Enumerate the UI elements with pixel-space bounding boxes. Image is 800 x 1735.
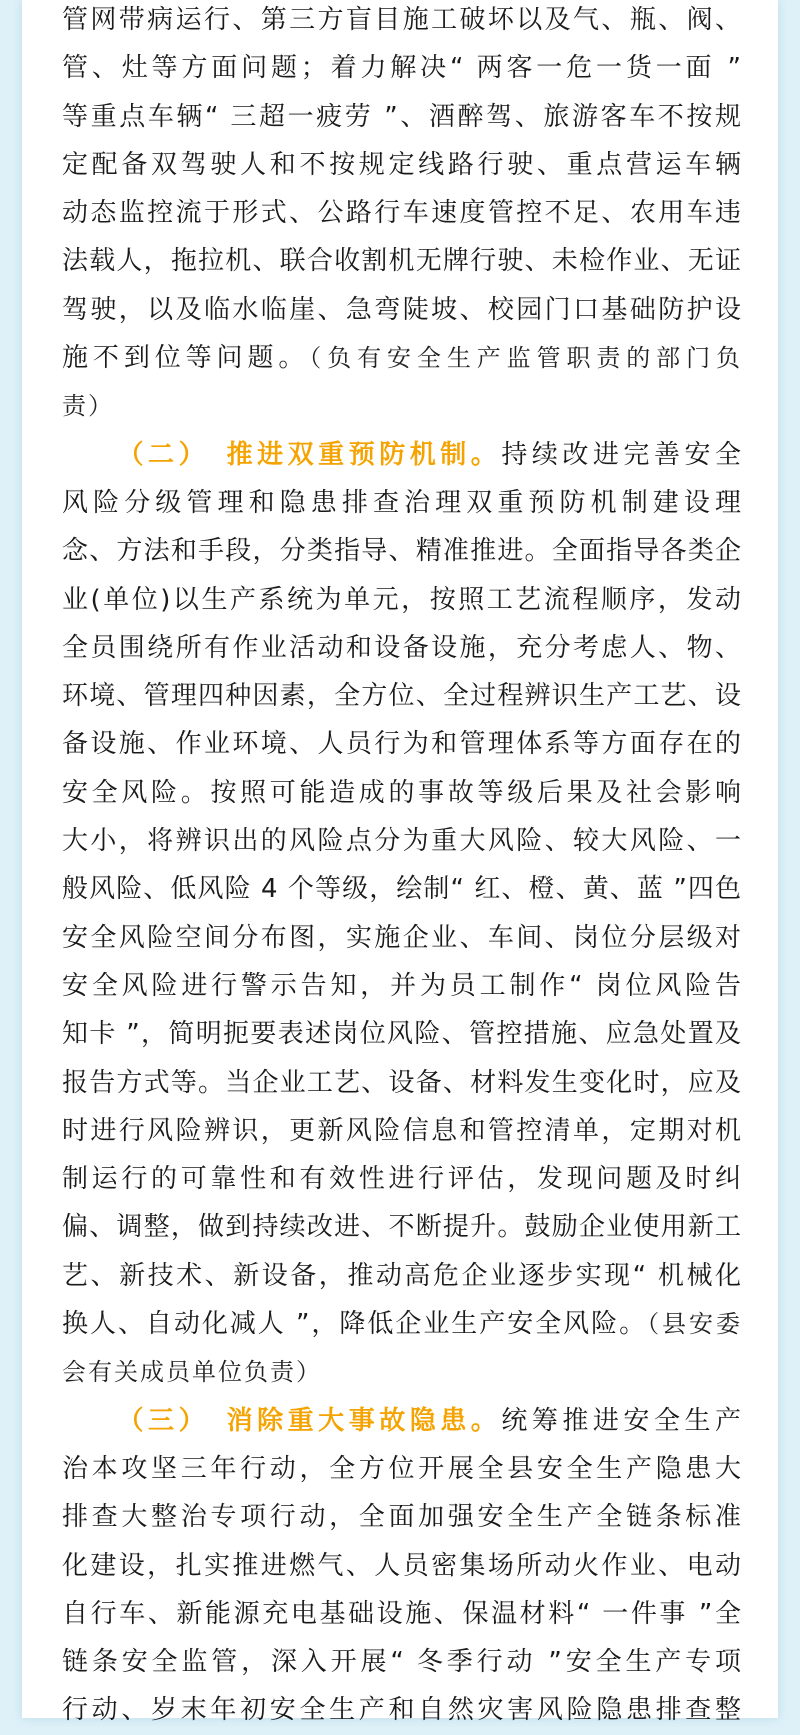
paragraph-line: 备设施、作业环境、人员行为和管理体系等方面存在的 (62, 729, 742, 760)
paragraph-line: 排查大整治专项行动，全面加强安全生产全链条标准 (62, 1502, 742, 1533)
paragraph-line: 化建设，扎实推进燃气、人员密集场所动火作业、电动 (62, 1550, 742, 1581)
paragraph-line: 风险分级管理和隐患排查治理双重预防机制建设理 (62, 487, 742, 518)
paragraph-line: 艺、新技术、新设备，推动高危企业逐步实现“ 机械化 (62, 1260, 742, 1291)
responsibility-note-end: 会有关成员单位负责） (62, 1358, 322, 1387)
section-heading-3: （三） 消除重大事故隐患。 (114, 1405, 502, 1436)
paragraph-line (62, 1300, 742, 1348)
paragraph-line: 念、方法和手段，分类指导、精准推进。全面指导各类企 (62, 536, 742, 567)
section-heading-2: （二） 推进双重预防机制。 (114, 439, 502, 470)
paragraph-line: 时进行风险辨识，更新风险信息和管控清单，定期对机 (62, 1115, 742, 1146)
paragraph-text: 统筹推进安全生产 (501, 1405, 742, 1436)
paragraph-line: 报告方式等。当企业工艺、设备、材料发生变化时，应及 (62, 1067, 742, 1098)
paragraph-line: 全员围绕所有作业活动和设备设施，充分考虑人、物、 (62, 632, 742, 663)
paragraph-line: 定配备双驾驶人和不按规定线路行驶、重点营运车辆 (62, 149, 742, 180)
paragraph-line: 等重点车辆“ 三超一疲劳 ”、酒醉驾、旅游客车不按规 (62, 101, 742, 132)
paragraph-line: 动态监控流于形式、公路行车速度管控不足、农用车违 (62, 198, 742, 229)
paragraph-text: 施不到位等问题。 (62, 343, 310, 374)
paragraph-line: 大小，将辨识出的风险点分为重大风险、较大风险、一 (62, 826, 742, 857)
paragraph-line: 治本攻坚三年行动，全方位开展全县安全生产隐患大 (62, 1453, 742, 1484)
paragraph-line (62, 1348, 742, 1396)
paragraph-line: 行动、岁末年初安全生产和自然灾害风险隐患排查整 (62, 1695, 742, 1726)
paragraph-line: 般风险、低风险 4 个等级，绘制“ 红、橙、黄、蓝 ”四色 (62, 874, 742, 905)
paragraph-text: 持续改进完善安全 (501, 439, 742, 470)
paragraph-line: 安全风险。按照可能造成的事故等级后果及社会影响 (62, 777, 742, 808)
paragraph-line (62, 334, 742, 382)
paragraph-line: 法载人，拖拉机、联合收割机无牌行驶、未检作业、无证 (62, 246, 742, 277)
paragraph-line: 制运行的可靠性和有效性进行评估，发现问题及时纠 (62, 1164, 742, 1195)
paragraph-line: 管网带病运行、第三方盲目施工破坏以及气、瓶、阀、 (62, 5, 742, 35)
paragraph-line: 驾驶，以及临水临崖、急弯陡坡、校园门口基础防护设 (62, 294, 742, 325)
paragraph-text: 换人、自动化减人 ”，降低企业生产安全风险。 (62, 1309, 648, 1340)
responsibility-note: （县安委 (647, 1310, 742, 1339)
paragraph-line: 偏、调整，做到持续改进、不断提升。鼓励企业使用新工 (62, 1212, 742, 1243)
section-first-line (62, 1397, 742, 1445)
paragraph-line: 自行车、新能源充电基础设施、保温材料“ 一件事 ”全 (62, 1598, 742, 1629)
paragraph-line: 安全风险进行警示告知，并为员工制作“ 岗位风险告 (62, 970, 742, 1001)
document-text (62, 0, 742, 1735)
paragraph-line: 安全风险空间分布图，实施企业、车间、岗位分层级对 (62, 922, 742, 953)
responsibility-note-end: 责） (62, 392, 114, 421)
responsibility-note: （负有安全生产监管职责的部门负 (309, 344, 742, 373)
section-first-line (62, 431, 742, 479)
paragraph-line: 环境、管理四种因素，全方位、全过程辨识生产工艺、设 (62, 681, 742, 712)
paragraph-line: 管、灶等方面问题；着力解决“ 两客一危一货一面 ” (62, 53, 742, 84)
paragraph-line: 业(单位)以生产系统为单元，按照工艺流程顺序，发动 (62, 584, 742, 615)
paragraph-line: 链条安全监管，深入开展“ 冬季行动 ”安全生产专项 (62, 1647, 742, 1678)
paragraph-line: 知卡 ”，简明扼要表述岗位风险、管控措施、应急处置及 (62, 1019, 742, 1050)
document-page (22, 0, 778, 1726)
paragraph-line (62, 382, 742, 430)
